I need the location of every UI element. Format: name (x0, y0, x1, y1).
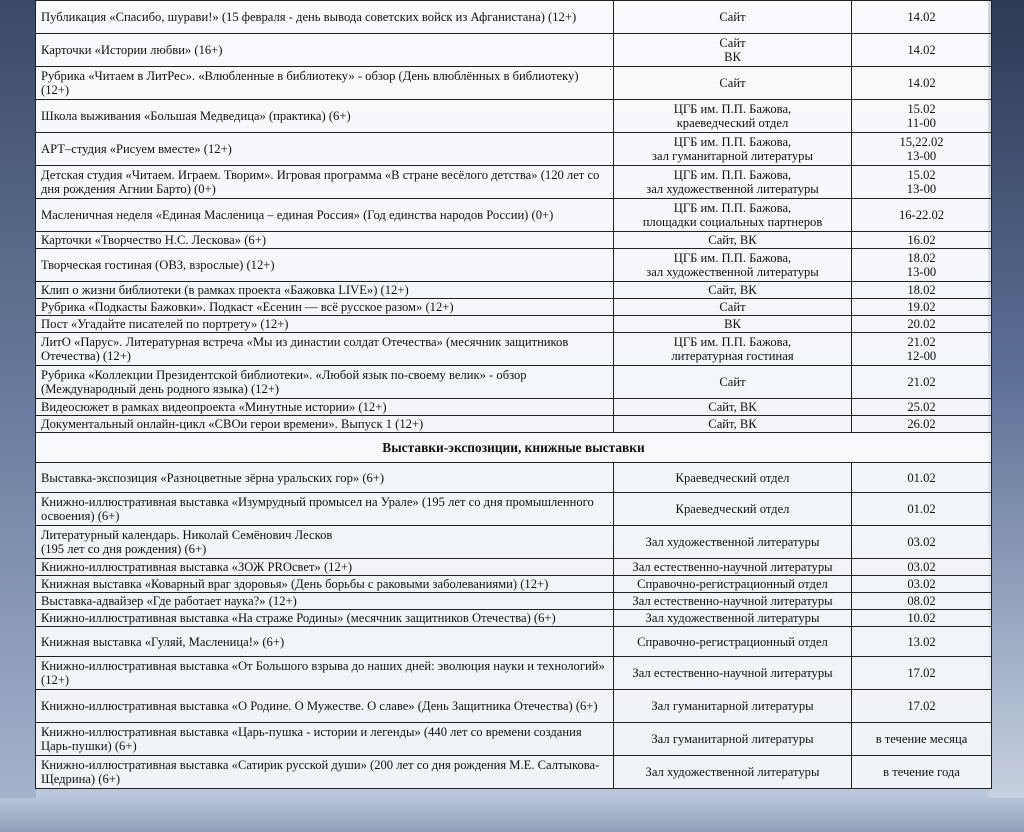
event-date: 08.02 (852, 593, 992, 610)
event-date: 21.02 12-00 (852, 333, 992, 366)
event-place: Зал гуманитарной литературы (614, 690, 852, 723)
event-place: ЦГБ им. П.П. Бажова, краеведческий отдел (614, 100, 852, 133)
events-row (36, 232, 992, 249)
event-date: 15,22.02 13-00 (852, 133, 992, 166)
events-row (36, 299, 992, 316)
events-row (36, 399, 992, 416)
event-date: 14.02 (852, 67, 992, 100)
event-title: Школа выживания «Большая Медведица» (практика) (6+) (36, 100, 614, 133)
event-date: 01.02 (852, 463, 992, 493)
event-place: Зал естественно-научной литературы (614, 593, 852, 610)
exhibitions-row (36, 593, 992, 610)
event-date: 20.02 (852, 316, 992, 333)
event-title: Книжно-иллюстративная выставка «Царь-пушка - истории и легенды» (440 лет со времени создания Царь-пушки) (6+) (36, 723, 614, 756)
events-table (35, 0, 992, 789)
event-title: Пост «Угадайте писателей по портрету» (12+) (36, 316, 614, 333)
event-title: Рубрика «Читаем в ЛитРес». «Влюбленные в библиотеку» - обзор (День влюблённых в библиотеку) (12+) (36, 67, 614, 100)
event-place: Краеведческий отдел (614, 463, 852, 493)
exhibitions-row (36, 493, 992, 526)
event-date: 03.02 (852, 526, 992, 559)
exhibitions-row (36, 723, 992, 756)
event-place: Сайт, ВК (614, 416, 852, 433)
events-row (36, 282, 992, 299)
event-date: 19.02 (852, 299, 992, 316)
event-title: Книжная выставка «Гуляй, Масленица!» (6+) (36, 627, 614, 657)
event-date: 14.02 (852, 34, 992, 67)
event-title: Видеосюжет в рамках видеопроекта «Минутные истории» (12+) (36, 399, 614, 416)
event-date: 03.02 (852, 559, 992, 576)
event-title: Книжная выставка «Коварный враг здоровья» (День борьбы с раковыми заболеваниями) (12+) (36, 576, 614, 593)
event-place: Сайт, ВК (614, 232, 852, 249)
event-place: ЦГБ им. П.П. Бажова, зал художественной литературы (614, 249, 852, 282)
events-row (36, 133, 992, 166)
event-date: 14.02 (852, 1, 992, 34)
event-place: Справочно-регистрационный отдел (614, 576, 852, 593)
event-title: Выставка-адвайзер «Где работает наука?» (12+) (36, 593, 614, 610)
event-title: Публикация «Спасибо, шурави!» (15 февраля - день вывода советских войск из Афганистана) (12+) (36, 1, 614, 34)
event-place: Зал художественной литературы (614, 756, 852, 789)
event-date: 03.02 (852, 576, 992, 593)
events-row (36, 199, 992, 232)
event-place: Сайт, ВК (614, 399, 852, 416)
event-title: Книжно-иллюстративная выставка «На страже Родины» (месячник защитников Отечества) (6+) (36, 610, 614, 627)
background-bottom-decoration (0, 798, 1024, 832)
exhibitions-row (36, 526, 992, 559)
event-date: 25.02 (852, 399, 992, 416)
exhibitions-row (36, 690, 992, 723)
event-title: Литературный календарь. Николай Семёнович Лесков (195 лет со дня рождения) (6+) (36, 526, 614, 559)
events-row (36, 166, 992, 199)
event-title: Карточки «Истории любви» (16+) (36, 34, 614, 67)
exhibitions-row (36, 576, 992, 593)
event-place: ЦГБ им. П.П. Бажова, зал гуманитарной литературы (614, 133, 852, 166)
event-place: Зал естественно-научной литературы (614, 657, 852, 690)
event-place: Сайт (614, 67, 852, 100)
exhibitions-row (36, 756, 992, 789)
event-date: 26.02 (852, 416, 992, 433)
event-title: Детская студия «Читаем. Играем. Творим». Игровая программа «В стране весёлого детства» (120 лет со дня рождения Агнии Барто) (0+) (36, 166, 614, 199)
events-row (36, 249, 992, 282)
events-row (36, 100, 992, 133)
exhibitions-row (36, 657, 992, 690)
event-date: 18.02 (852, 282, 992, 299)
event-title: Масленичная неделя «Единая Масленица – единая Россия» (Год единства народов России) (0+) (36, 199, 614, 232)
event-date: 10.02 (852, 610, 992, 627)
event-place: Справочно-регистрационный отдел (614, 627, 852, 657)
event-date: 17.02 (852, 690, 992, 723)
event-title: Книжно-иллюстративная выставка «О Родине. О Мужестве. О славе» (День Защитника Отечества) (6+) (36, 690, 614, 723)
event-date: в течение месяца (852, 723, 992, 756)
event-date: 15.02 11-00 (852, 100, 992, 133)
event-title: Документальный онлайн-цикл «СВОи герои времени». Выпуск 1 (12+) (36, 416, 614, 433)
exhibitions-row (36, 463, 992, 493)
event-place: Краеведческий отдел (614, 493, 852, 526)
event-date: 16-22.02 (852, 199, 992, 232)
event-place: Сайт, ВК (614, 282, 852, 299)
exhibitions-row (36, 627, 992, 657)
event-date: в течение года (852, 756, 992, 789)
event-title: Книжно-иллюстративная выставка «От Большого взрыва до наших дней: эволюция науки и технологий» (12+) (36, 657, 614, 690)
event-place: Сайт ВК (614, 34, 852, 67)
section-header-row (36, 433, 992, 463)
event-date: 18.02 13-00 (852, 249, 992, 282)
event-place: Зал художественной литературы (614, 610, 852, 627)
events-row (36, 1, 992, 34)
section-title: Выставки-экспозиции, книжные выставки (36, 433, 992, 463)
event-title: Творческая гостиная (ОВЗ, взрослые) (12+) (36, 249, 614, 282)
event-date: 21.02 (852, 366, 992, 399)
event-place: ЦГБ им. П.П. Бажова, площадки социальных партнеров (614, 199, 852, 232)
events-row (36, 333, 992, 366)
event-date: 15.02 13-00 (852, 166, 992, 199)
events-row (36, 34, 992, 67)
event-place: ЦГБ им. П.П. Бажова, зал художественной литературы (614, 166, 852, 199)
event-title: Клип о жизни библиотеки (в рамках проекта «Бажовка LIVE») (12+) (36, 282, 614, 299)
event-place: Зал гуманитарной литературы (614, 723, 852, 756)
event-date: 01.02 (852, 493, 992, 526)
event-place: ВК (614, 316, 852, 333)
events-row (36, 366, 992, 399)
event-place: Зал художественной литературы (614, 526, 852, 559)
events-row (36, 416, 992, 433)
event-place: Сайт (614, 366, 852, 399)
event-date: 16.02 (852, 232, 992, 249)
events-row (36, 67, 992, 100)
background-left-decoration (0, 0, 36, 832)
event-title: Книжно-иллюстративная выставка «Изумрудный промысел на Урале» (195 лет со дня промышленного освоения) (6+) (36, 493, 614, 526)
event-title: Выставка-экспозиция «Разноцветные зёрна уральских гор» (6+) (36, 463, 614, 493)
event-place: Зал естественно-научной литературы (614, 559, 852, 576)
event-date: 17.02 (852, 657, 992, 690)
event-title: Рубрика «Подкасты Бажовки». Подкаст «Есенин — всё русское разом» (12+) (36, 299, 614, 316)
event-place: ЦГБ им. П.П. Бажова, литературная гостиная (614, 333, 852, 366)
exhibitions-row (36, 610, 992, 627)
event-title: Книжно-иллюстративная выставка «ЗОЖ PROсвет» (12+) (36, 559, 614, 576)
event-place: Сайт (614, 1, 852, 34)
event-title: ЛитО «Парус». Литературная встреча «Мы из династии солдат Отечества» (месячник защитников Отечества) (12+) (36, 333, 614, 366)
event-title: Книжно-иллюстративная выставка «Сатирик русской души» (200 лет со дня рождения М.Е. Салтыкова-Щедрина) (6+) (36, 756, 614, 789)
event-title: АРТ–студия «Рисуем вместе» (12+) (36, 133, 614, 166)
events-row (36, 316, 992, 333)
event-place: Сайт (614, 299, 852, 316)
event-title: Карточки «Творчество Н.С. Лескова» (6+) (36, 232, 614, 249)
background-right-decoration (988, 0, 1024, 832)
event-title: Рубрика «Коллекции Президентской библиотеки». «Любой язык по-своему велик» - обзор (Международный день родного языка) (12+) (36, 366, 614, 399)
exhibitions-row (36, 559, 992, 576)
event-date: 13.02 (852, 627, 992, 657)
